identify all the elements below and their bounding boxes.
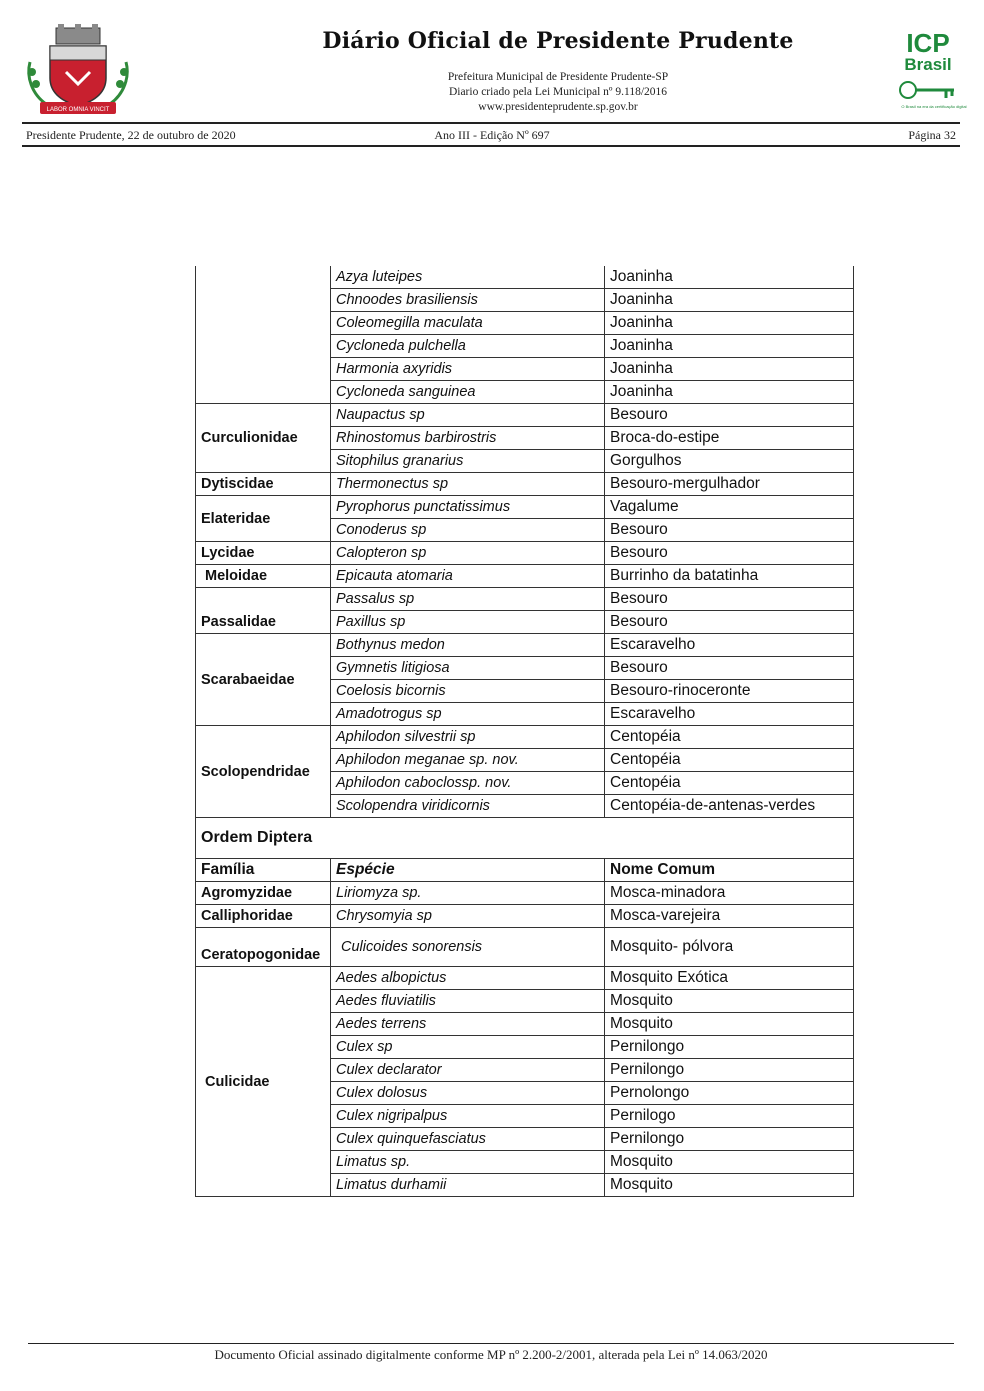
common-name-cell: Mosca-varejeira — [605, 905, 854, 928]
species-cell: Gymnetis litigiosa — [331, 657, 605, 680]
common-name-cell: Mosquito — [605, 1174, 854, 1197]
common-name-cell: Pernilongo — [605, 1036, 854, 1059]
order-row — [196, 818, 854, 859]
family-cell: Curculionidae — [196, 404, 331, 473]
common-name-cell: Joaninha — [605, 335, 854, 358]
page-header — [0, 0, 984, 150]
common-name-cell: Besouro-rinoceronte — [605, 680, 854, 703]
common-name-cell: Mosquito — [605, 990, 854, 1013]
common-name-cell: Mosquito — [605, 1151, 854, 1174]
family-cell: Meloidae — [196, 565, 331, 588]
svg-text:ICP: ICP — [906, 28, 950, 58]
footer-divider — [28, 1343, 954, 1344]
species-cell: Aphilodon silvestrii sp — [331, 726, 605, 749]
species-cell: Paxillus sp — [331, 611, 605, 634]
common-name-cell: Centopéia — [605, 749, 854, 772]
species-cell: Aedes fluviatilis — [331, 990, 605, 1013]
species-cell: Harmonia axyridis — [331, 358, 605, 381]
common-name-cell: Joaninha — [605, 289, 854, 312]
table-row — [196, 726, 854, 749]
species-cell: Chrysomyia sp — [331, 905, 605, 928]
common-name-cell: Pernolongo — [605, 1082, 854, 1105]
family-cell: Scolopendridae — [196, 726, 331, 818]
species-cell: Culex nigripalpus — [331, 1105, 605, 1128]
common-name-cell: Escaravelho — [605, 703, 854, 726]
common-name-cell: Besouro — [605, 519, 854, 542]
common-name-cell: Besouro — [605, 588, 854, 611]
species-cell: Bothynus medon — [331, 634, 605, 657]
common-name-cell: Broca-do-estipe — [605, 427, 854, 450]
species-table — [195, 266, 854, 1197]
common-name-cell: Mosquito- pólvora — [605, 928, 854, 967]
common-name-cell: Vagalume — [605, 496, 854, 519]
species-cell: Liriomyza sp. — [331, 882, 605, 905]
common-name-cell: Besouro — [605, 542, 854, 565]
table-row — [196, 404, 854, 427]
species-cell: Limatus durhamii — [331, 1174, 605, 1197]
table-row — [196, 882, 854, 905]
crest-motto — [22, 22, 134, 120]
family-cell: Dytiscidae — [196, 473, 331, 496]
common-name-cell: Mosquito — [605, 1013, 854, 1036]
species-cell: Culex quinquefasciatus — [331, 1128, 605, 1151]
family-cell: Lycidae — [196, 542, 331, 565]
footer-signature-notice: Documento Oficial assinado digitalmente conforme MP nº 2.200-2/2001, alterada pela Lei nº 14.063/2020 — [214, 1347, 768, 1362]
species-cell: Aphilodon meganae sp. nov. — [331, 749, 605, 772]
species-cell: Pyrophorus punctatissimus — [331, 496, 605, 519]
family-cell: Elateridae — [196, 496, 331, 542]
common-name-cell: Pernilongo — [605, 1128, 854, 1151]
common-name-cell: Joaninha — [605, 381, 854, 404]
page-number: Página 32 — [908, 128, 956, 142]
species-cell: Culicoides sonorensis — [331, 928, 605, 967]
column-header-family: Família — [196, 859, 331, 882]
edition-date: Presidente Prudente, 22 de outubro de 2020 — [26, 128, 236, 142]
species-cell: Chnoodes brasiliensis — [331, 289, 605, 312]
family-cell: Scarabaeidae — [196, 634, 331, 726]
species-cell: Culex sp — [331, 1036, 605, 1059]
table-row — [196, 565, 854, 588]
table-row — [196, 496, 854, 519]
family-cell: Culicidae — [196, 967, 331, 1197]
svg-text:O Brasil na era da certificaçã: O Brasil na era da certificação digital — [901, 104, 967, 109]
column-header-common-name: Nome Comum — [605, 859, 854, 882]
common-name-cell: Joaninha — [605, 358, 854, 381]
common-name-cell: Centopéia — [605, 726, 854, 749]
species-cell: Passalus sp — [331, 588, 605, 611]
species-cell: Scolopendra viridicornis — [331, 795, 605, 818]
website-link[interactable]: www.presidenteprudente.sp.gov.br — [478, 101, 638, 113]
table-row — [196, 634, 854, 657]
species-cell: Azya luteipes — [331, 266, 605, 289]
family-cell: Agromyzidae — [196, 882, 331, 905]
order-heading: Ordem Diptera — [196, 818, 854, 859]
species-cell: Aedes albopictus — [331, 967, 605, 990]
law-line: Diario criado pela Lei Municipal nº 9.118/2016 — [448, 86, 668, 98]
edition-number: Ano III - Edição Nº 697 — [434, 128, 550, 142]
species-cell: Aphilodon caboclossp. nov. — [331, 772, 605, 795]
family-cell — [196, 266, 331, 404]
table-row — [196, 967, 854, 990]
family-cell: Calliphoridae — [196, 905, 331, 928]
species-cell: Coelosis bicornis — [331, 680, 605, 703]
svg-text:LABOR OMNIA VINCIT: LABOR OMNIA VINCIT — [46, 107, 110, 113]
species-cell: Amadotrogus sp — [331, 703, 605, 726]
species-cell: Rhinostomus barbirostris — [331, 427, 605, 450]
common-name-cell: Joaninha — [605, 266, 854, 289]
common-name-cell: Pernilongo — [605, 1059, 854, 1082]
table-row — [196, 905, 854, 928]
common-name-cell: Escaravelho — [605, 634, 854, 657]
species-cell: Cycloneda sanguinea — [331, 381, 605, 404]
common-name-cell: Mosca-minadora — [605, 882, 854, 905]
header-divider-bottom — [22, 145, 960, 147]
species-cell: Epicauta atomaria — [331, 565, 605, 588]
common-name-cell: Pernilogo — [605, 1105, 854, 1128]
column-header-species: Espécie — [331, 859, 605, 882]
common-name-cell: Besouro — [605, 611, 854, 634]
common-name-cell: Centopéia — [605, 772, 854, 795]
common-name-cell: Besouro — [605, 657, 854, 680]
species-cell: Sitophilus granarius — [331, 450, 605, 473]
species-cell: Cycloneda pulchella — [331, 335, 605, 358]
common-name-cell: Besouro — [605, 404, 854, 427]
family-cell: Ceratopogonidae — [196, 928, 331, 967]
header-divider-top — [22, 122, 960, 124]
species-cell: Limatus sp. — [331, 1151, 605, 1174]
family-cell: Passalidae — [196, 588, 331, 634]
prefeitura-line: Prefeitura Municipal de Presidente Prudente-SP — [447, 71, 669, 83]
common-name-cell: Besouro-mergulhador — [605, 473, 854, 496]
common-name-cell: Gorgulhos — [605, 450, 854, 473]
common-name-cell: Joaninha — [605, 312, 854, 335]
common-name-cell: Mosquito Exótica — [605, 967, 854, 990]
column-header-row — [196, 859, 854, 882]
table-row — [196, 928, 854, 967]
species-cell: Coleomegilla maculata — [331, 312, 605, 335]
common-name-cell: Burrinho da batatinha — [605, 565, 854, 588]
species-cell: Calopteron sp — [331, 542, 605, 565]
table-row — [196, 542, 854, 565]
table-row — [196, 266, 854, 289]
icp-brasil-logo — [896, 28, 967, 116]
svg-text:Brasil: Brasil — [904, 55, 952, 74]
table-row — [196, 588, 854, 611]
species-cell: Conoderus sp — [331, 519, 605, 542]
species-cell: Culex dolosus — [331, 1082, 605, 1105]
species-cell: Culex declarator — [331, 1059, 605, 1082]
species-cell: Naupactus sp — [331, 404, 605, 427]
species-cell: Aedes terrens — [331, 1013, 605, 1036]
table-row — [196, 473, 854, 496]
common-name-cell: Centopéia-de-antenas-verdes — [605, 795, 854, 818]
page-title: Diário Oficial de Presidente Prudente — [322, 28, 794, 54]
species-cell: Thermonectus sp — [331, 473, 605, 496]
